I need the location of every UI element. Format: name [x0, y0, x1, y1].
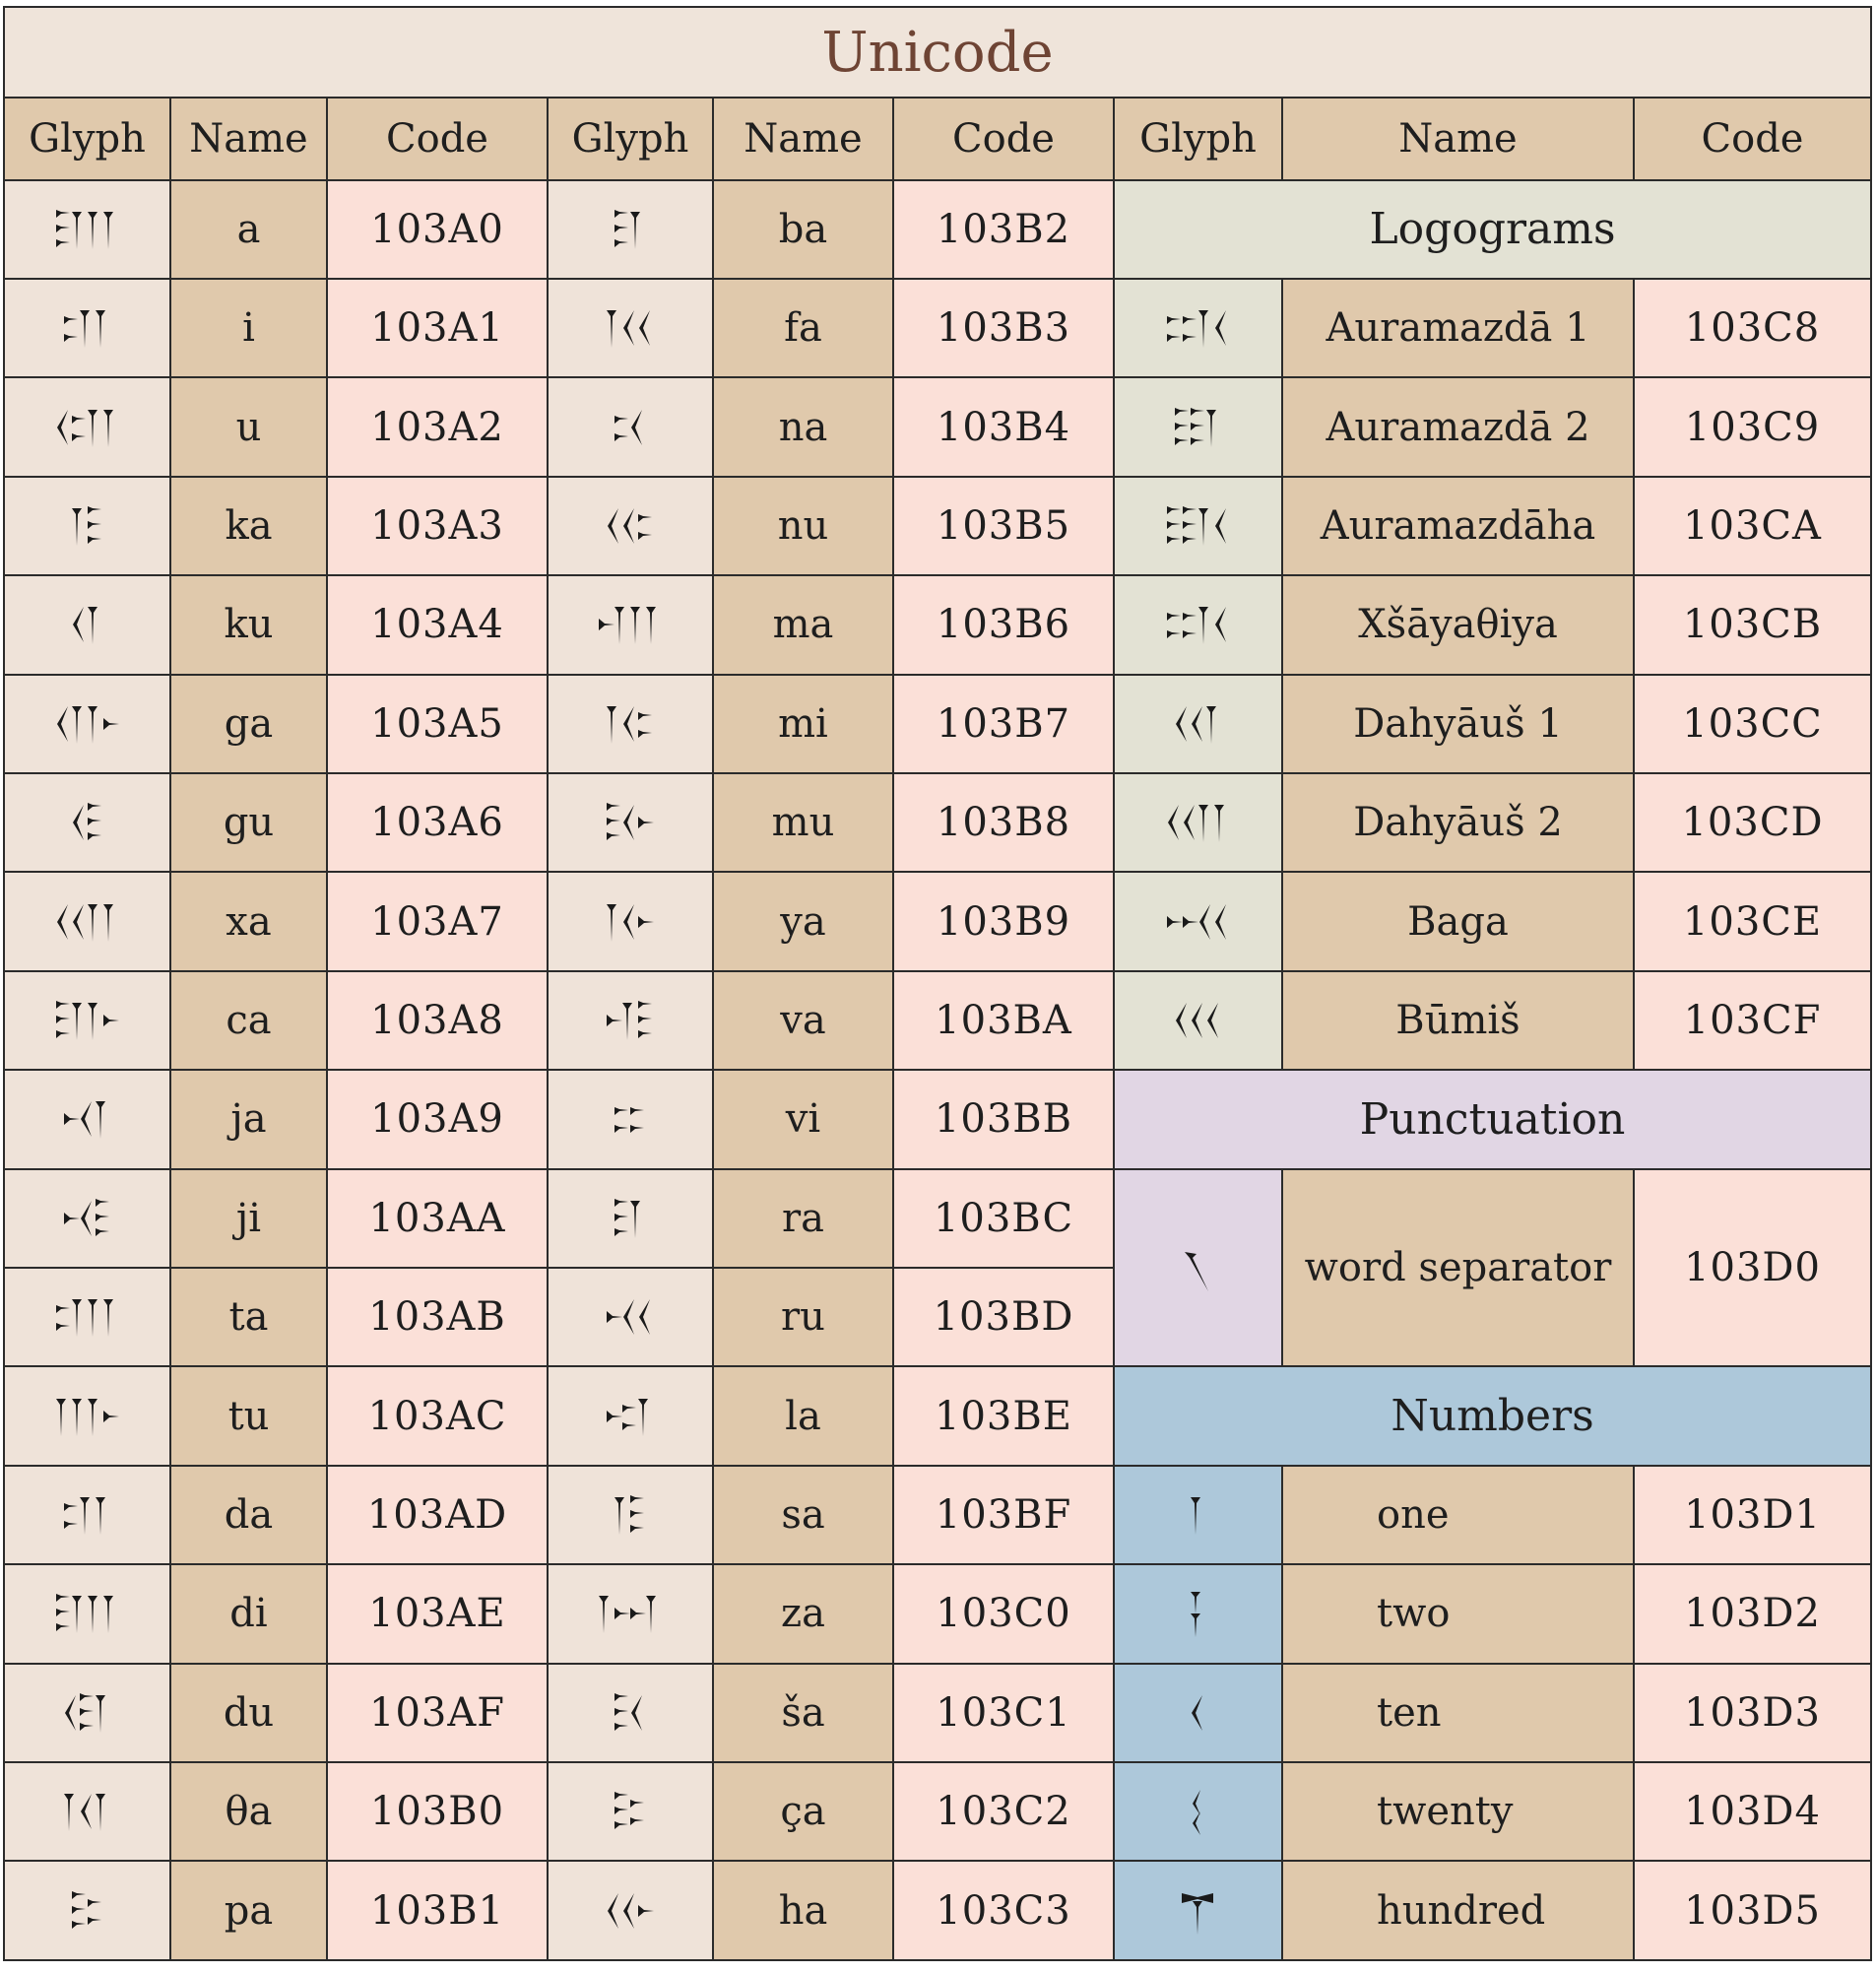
syllable-name: a [170, 180, 327, 279]
cuneiform-glyph [5, 298, 169, 358]
logogram-name: Baga [1282, 872, 1634, 970]
glyph-cell [1114, 377, 1282, 476]
number-name: hundred [1282, 1861, 1634, 1960]
glyph-cell [4, 1169, 170, 1268]
glyph-cell [4, 1762, 170, 1861]
syllable-code: 103AE [327, 1564, 548, 1663]
syllable-code: 103B5 [893, 477, 1114, 575]
number-name: twenty [1282, 1762, 1634, 1861]
glyph-cell [548, 1466, 713, 1564]
syllable-code: 103BF [893, 1466, 1114, 1564]
syllable-name: ca [170, 971, 327, 1070]
logogram-name: Būmiš [1282, 971, 1634, 1070]
cuneiform-glyph [5, 595, 169, 654]
syllable-name: xa [170, 872, 327, 970]
cuneiform-glyph [1115, 793, 1281, 852]
glyph-cell [4, 872, 170, 970]
unicode-chart-table [3, 6, 1872, 1961]
syllable-code: 103B4 [893, 377, 1114, 476]
syllable-code: 103BB [893, 1070, 1114, 1168]
syllable-name: i [170, 279, 327, 377]
syllable-name: gu [170, 773, 327, 872]
syllable-code: 103A5 [327, 675, 548, 773]
syllable-name: ka [170, 477, 327, 575]
glyph-cell [1114, 773, 1282, 872]
syllable-name: ga [170, 675, 327, 773]
syllable-name: mu [713, 773, 893, 872]
table-row [4, 377, 1871, 476]
syllable-name: ça [713, 1762, 893, 1861]
syllable-code: 103BA [893, 971, 1114, 1070]
syllable-code: 103B9 [893, 872, 1114, 970]
syllable-code: 103AB [327, 1268, 548, 1366]
glyph-cell [1114, 1466, 1282, 1564]
table-row [4, 971, 1871, 1070]
glyph-cell [548, 872, 713, 970]
table-row [4, 180, 1871, 279]
column-header: Code [327, 98, 548, 179]
syllable-code: 103BC [893, 1169, 1114, 1268]
glyph-cell [4, 1366, 170, 1465]
column-header: Code [1634, 98, 1871, 179]
logogram-name: Auramazdā 1 [1282, 279, 1634, 377]
cuneiform-glyph [1115, 496, 1281, 556]
glyph-cell [548, 1169, 713, 1268]
column-header: Glyph [4, 98, 170, 179]
cuneiform-glyph [5, 694, 169, 754]
glyph-cell [1114, 279, 1282, 377]
syllable-name: ra [713, 1169, 893, 1268]
syllable-code: 103B7 [893, 675, 1114, 773]
syllable-code: 103C3 [893, 1861, 1114, 1960]
cuneiform-glyph [5, 398, 169, 457]
glyph-cell [4, 971, 170, 1070]
glyph-cell [548, 377, 713, 476]
cuneiform-glyph [549, 694, 712, 754]
punctuation-name: word separator [1282, 1169, 1634, 1367]
section-header-numbers: Numbers [1114, 1366, 1871, 1465]
syllable-code: 103AA [327, 1169, 548, 1268]
glyph-cell [548, 1070, 713, 1168]
glyph-cell [4, 1664, 170, 1762]
cuneiform-glyph [549, 1683, 712, 1743]
cuneiform-glyph [549, 1089, 712, 1149]
cuneiform-glyph [549, 496, 712, 556]
logogram-code: 103CE [1634, 872, 1871, 970]
glyph-cell [548, 971, 713, 1070]
glyph-cell [548, 1861, 713, 1960]
glyph-cell [1114, 1169, 1282, 1367]
table-title: Unicode [4, 7, 1871, 98]
syllable-code: 103A8 [327, 971, 548, 1070]
cuneiform-glyph [1115, 1782, 1281, 1841]
syllable-code: 103A3 [327, 477, 548, 575]
logogram-name: Auramazdā 2 [1282, 377, 1634, 476]
cuneiform-glyph [1115, 595, 1281, 654]
number-code: 103D5 [1634, 1861, 1871, 1960]
logogram-code: 103CF [1634, 971, 1871, 1070]
number-code: 103D4 [1634, 1762, 1871, 1861]
syllable-code: 103B0 [327, 1762, 548, 1861]
cuneiform-glyph [549, 398, 712, 457]
cuneiform-glyph [1115, 1238, 1281, 1297]
cuneiform-glyph [549, 1387, 712, 1446]
syllable-name: ma [713, 575, 893, 674]
syllable-code: 103C0 [893, 1564, 1114, 1663]
logogram-code: 103CC [1634, 675, 1871, 773]
syllable-code: 103B6 [893, 575, 1114, 674]
syllable-name: ja [170, 1070, 327, 1168]
cuneiform-glyph [1115, 1683, 1281, 1743]
syllable-code: 103A4 [327, 575, 548, 674]
glyph-cell [4, 1564, 170, 1663]
syllable-code: 103A7 [327, 872, 548, 970]
syllable-code: 103B2 [893, 180, 1114, 279]
logogram-code: 103C9 [1634, 377, 1871, 476]
table-row [4, 1366, 1871, 1465]
glyph-cell [548, 180, 713, 279]
syllable-name: sa [713, 1466, 893, 1564]
table-row [4, 872, 1871, 970]
cuneiform-glyph [549, 1485, 712, 1545]
syllable-name: u [170, 377, 327, 476]
glyph-cell [4, 1268, 170, 1366]
syllable-name: ha [713, 1861, 893, 1960]
table-row [4, 1466, 1871, 1564]
syllable-name: tu [170, 1366, 327, 1465]
cuneiform-glyph [5, 1683, 169, 1743]
cuneiform-glyph [5, 1189, 169, 1248]
syllable-code: 103AD [327, 1466, 548, 1564]
column-header: Name [1282, 98, 1634, 179]
section-header-punctuation: Punctuation [1114, 1070, 1871, 1168]
syllable-code: 103A9 [327, 1070, 548, 1168]
glyph-cell [548, 1366, 713, 1465]
logogram-code: 103CD [1634, 773, 1871, 872]
syllable-code: 103BE [893, 1366, 1114, 1465]
syllable-code: 103C1 [893, 1664, 1114, 1762]
glyph-cell [1114, 872, 1282, 970]
glyph-cell [4, 477, 170, 575]
glyph-cell [548, 575, 713, 674]
cuneiform-glyph [549, 892, 712, 952]
syllable-name: fa [713, 279, 893, 377]
syllable-name: la [713, 1366, 893, 1465]
cuneiform-glyph [1115, 1485, 1281, 1545]
table-row [4, 1564, 1871, 1663]
table-row [4, 773, 1871, 872]
syllable-code: 103A6 [327, 773, 548, 872]
cuneiform-glyph [549, 991, 712, 1050]
logogram-code: 103C8 [1634, 279, 1871, 377]
cuneiform-glyph [549, 1584, 712, 1643]
table-row [4, 279, 1871, 377]
syllable-code: 103A0 [327, 180, 548, 279]
cuneiform-glyph [5, 1287, 169, 1347]
syllable-name: θa [170, 1762, 327, 1861]
cuneiform-glyph [549, 793, 712, 852]
glyph-cell [4, 1861, 170, 1960]
glyph-cell [548, 675, 713, 773]
syllable-name: mi [713, 675, 893, 773]
glyph-cell [1114, 1762, 1282, 1861]
cuneiform-glyph [1115, 298, 1281, 358]
cuneiform-glyph [549, 298, 712, 358]
table-row [4, 1169, 1871, 1268]
column-header: Code [893, 98, 1114, 179]
glyph-cell [1114, 575, 1282, 674]
syllable-name: na [713, 377, 893, 476]
cuneiform-glyph [1115, 1584, 1281, 1643]
glyph-cell [1114, 477, 1282, 575]
syllable-name: di [170, 1564, 327, 1663]
cuneiform-glyph [1115, 1881, 1281, 1941]
number-name: one [1282, 1466, 1634, 1564]
syllable-name: za [713, 1564, 893, 1663]
table-row [4, 1664, 1871, 1762]
cuneiform-glyph [5, 1782, 169, 1841]
glyph-cell [4, 575, 170, 674]
syllable-name: ba [713, 180, 893, 279]
cuneiform-glyph [549, 200, 712, 259]
syllable-name: ya [713, 872, 893, 970]
glyph-cell [1114, 1861, 1282, 1960]
cuneiform-glyph [5, 1881, 169, 1941]
cuneiform-glyph [5, 1584, 169, 1643]
cuneiform-glyph [549, 1782, 712, 1841]
column-header: Glyph [1114, 98, 1282, 179]
glyph-cell [548, 279, 713, 377]
section-header-logograms: Logograms [1114, 180, 1871, 279]
glyph-cell [4, 773, 170, 872]
table-row [4, 477, 1871, 575]
logogram-name: Dahyāuš 2 [1282, 773, 1634, 872]
syllable-name: pa [170, 1861, 327, 1960]
glyph-cell [548, 1564, 713, 1663]
cuneiform-glyph [5, 1387, 169, 1446]
glyph-cell [4, 377, 170, 476]
syllable-name: ji [170, 1169, 327, 1268]
syllable-code: 103BD [893, 1268, 1114, 1366]
cuneiform-glyph [5, 200, 169, 259]
glyph-cell [4, 1466, 170, 1564]
glyph-cell [1114, 971, 1282, 1070]
number-code: 103D2 [1634, 1564, 1871, 1663]
syllable-name: ku [170, 575, 327, 674]
glyph-cell [1114, 1664, 1282, 1762]
cuneiform-glyph [5, 793, 169, 852]
glyph-cell [548, 773, 713, 872]
punctuation-code: 103D0 [1634, 1169, 1871, 1367]
table-row [4, 1762, 1871, 1861]
cuneiform-glyph [549, 595, 712, 654]
glyph-cell [4, 675, 170, 773]
syllable-code: 103AF [327, 1664, 548, 1762]
syllable-name: nu [713, 477, 893, 575]
cuneiform-glyph [549, 1287, 712, 1347]
syllable-code: 103B3 [893, 279, 1114, 377]
number-code: 103D3 [1634, 1664, 1871, 1762]
glyph-cell [4, 1070, 170, 1168]
table-row [4, 575, 1871, 674]
cuneiform-glyph [1115, 398, 1281, 457]
column-header: Glyph [548, 98, 713, 179]
syllable-code: 103C2 [893, 1762, 1114, 1861]
table-row [4, 1861, 1871, 1960]
logogram-name: Dahyāuš 1 [1282, 675, 1634, 773]
syllable-name: da [170, 1466, 327, 1564]
syllable-code: 103AC [327, 1366, 548, 1465]
logogram-code: 103CB [1634, 575, 1871, 674]
syllable-name: vi [713, 1070, 893, 1168]
cuneiform-glyph [549, 1881, 712, 1941]
glyph-cell [4, 180, 170, 279]
logogram-name: Auramazdāha [1282, 477, 1634, 575]
cuneiform-glyph [5, 991, 169, 1050]
cuneiform-glyph [5, 892, 169, 952]
logogram-code: 103CA [1634, 477, 1871, 575]
glyph-cell [548, 1664, 713, 1762]
cuneiform-glyph [5, 496, 169, 556]
syllable-name: ru [713, 1268, 893, 1366]
column-header: Name [170, 98, 327, 179]
syllable-code: 103B8 [893, 773, 1114, 872]
cuneiform-glyph [5, 1485, 169, 1545]
syllable-name: ta [170, 1268, 327, 1366]
glyph-cell [548, 1268, 713, 1366]
glyph-cell [4, 279, 170, 377]
cuneiform-glyph [1115, 694, 1281, 754]
glyph-cell [548, 477, 713, 575]
table-row [4, 1070, 1871, 1168]
syllable-name: ša [713, 1664, 893, 1762]
syllable-name: du [170, 1664, 327, 1762]
column-header: Name [713, 98, 893, 179]
table-row [4, 675, 1871, 773]
cuneiform-glyph [1115, 991, 1281, 1050]
glyph-cell [1114, 675, 1282, 773]
glyph-cell [548, 1762, 713, 1861]
syllable-name: va [713, 971, 893, 1070]
cuneiform-glyph [5, 1089, 169, 1149]
number-name: two [1282, 1564, 1634, 1663]
syllable-code: 103A2 [327, 377, 548, 476]
cuneiform-glyph [549, 1189, 712, 1248]
glyph-cell [1114, 1564, 1282, 1663]
syllable-code: 103A1 [327, 279, 548, 377]
cuneiform-glyph [1115, 892, 1281, 952]
number-name: ten [1282, 1664, 1634, 1762]
syllable-code: 103B1 [327, 1861, 548, 1960]
number-code: 103D1 [1634, 1466, 1871, 1564]
logogram-name: Xšāyaθiya [1282, 575, 1634, 674]
